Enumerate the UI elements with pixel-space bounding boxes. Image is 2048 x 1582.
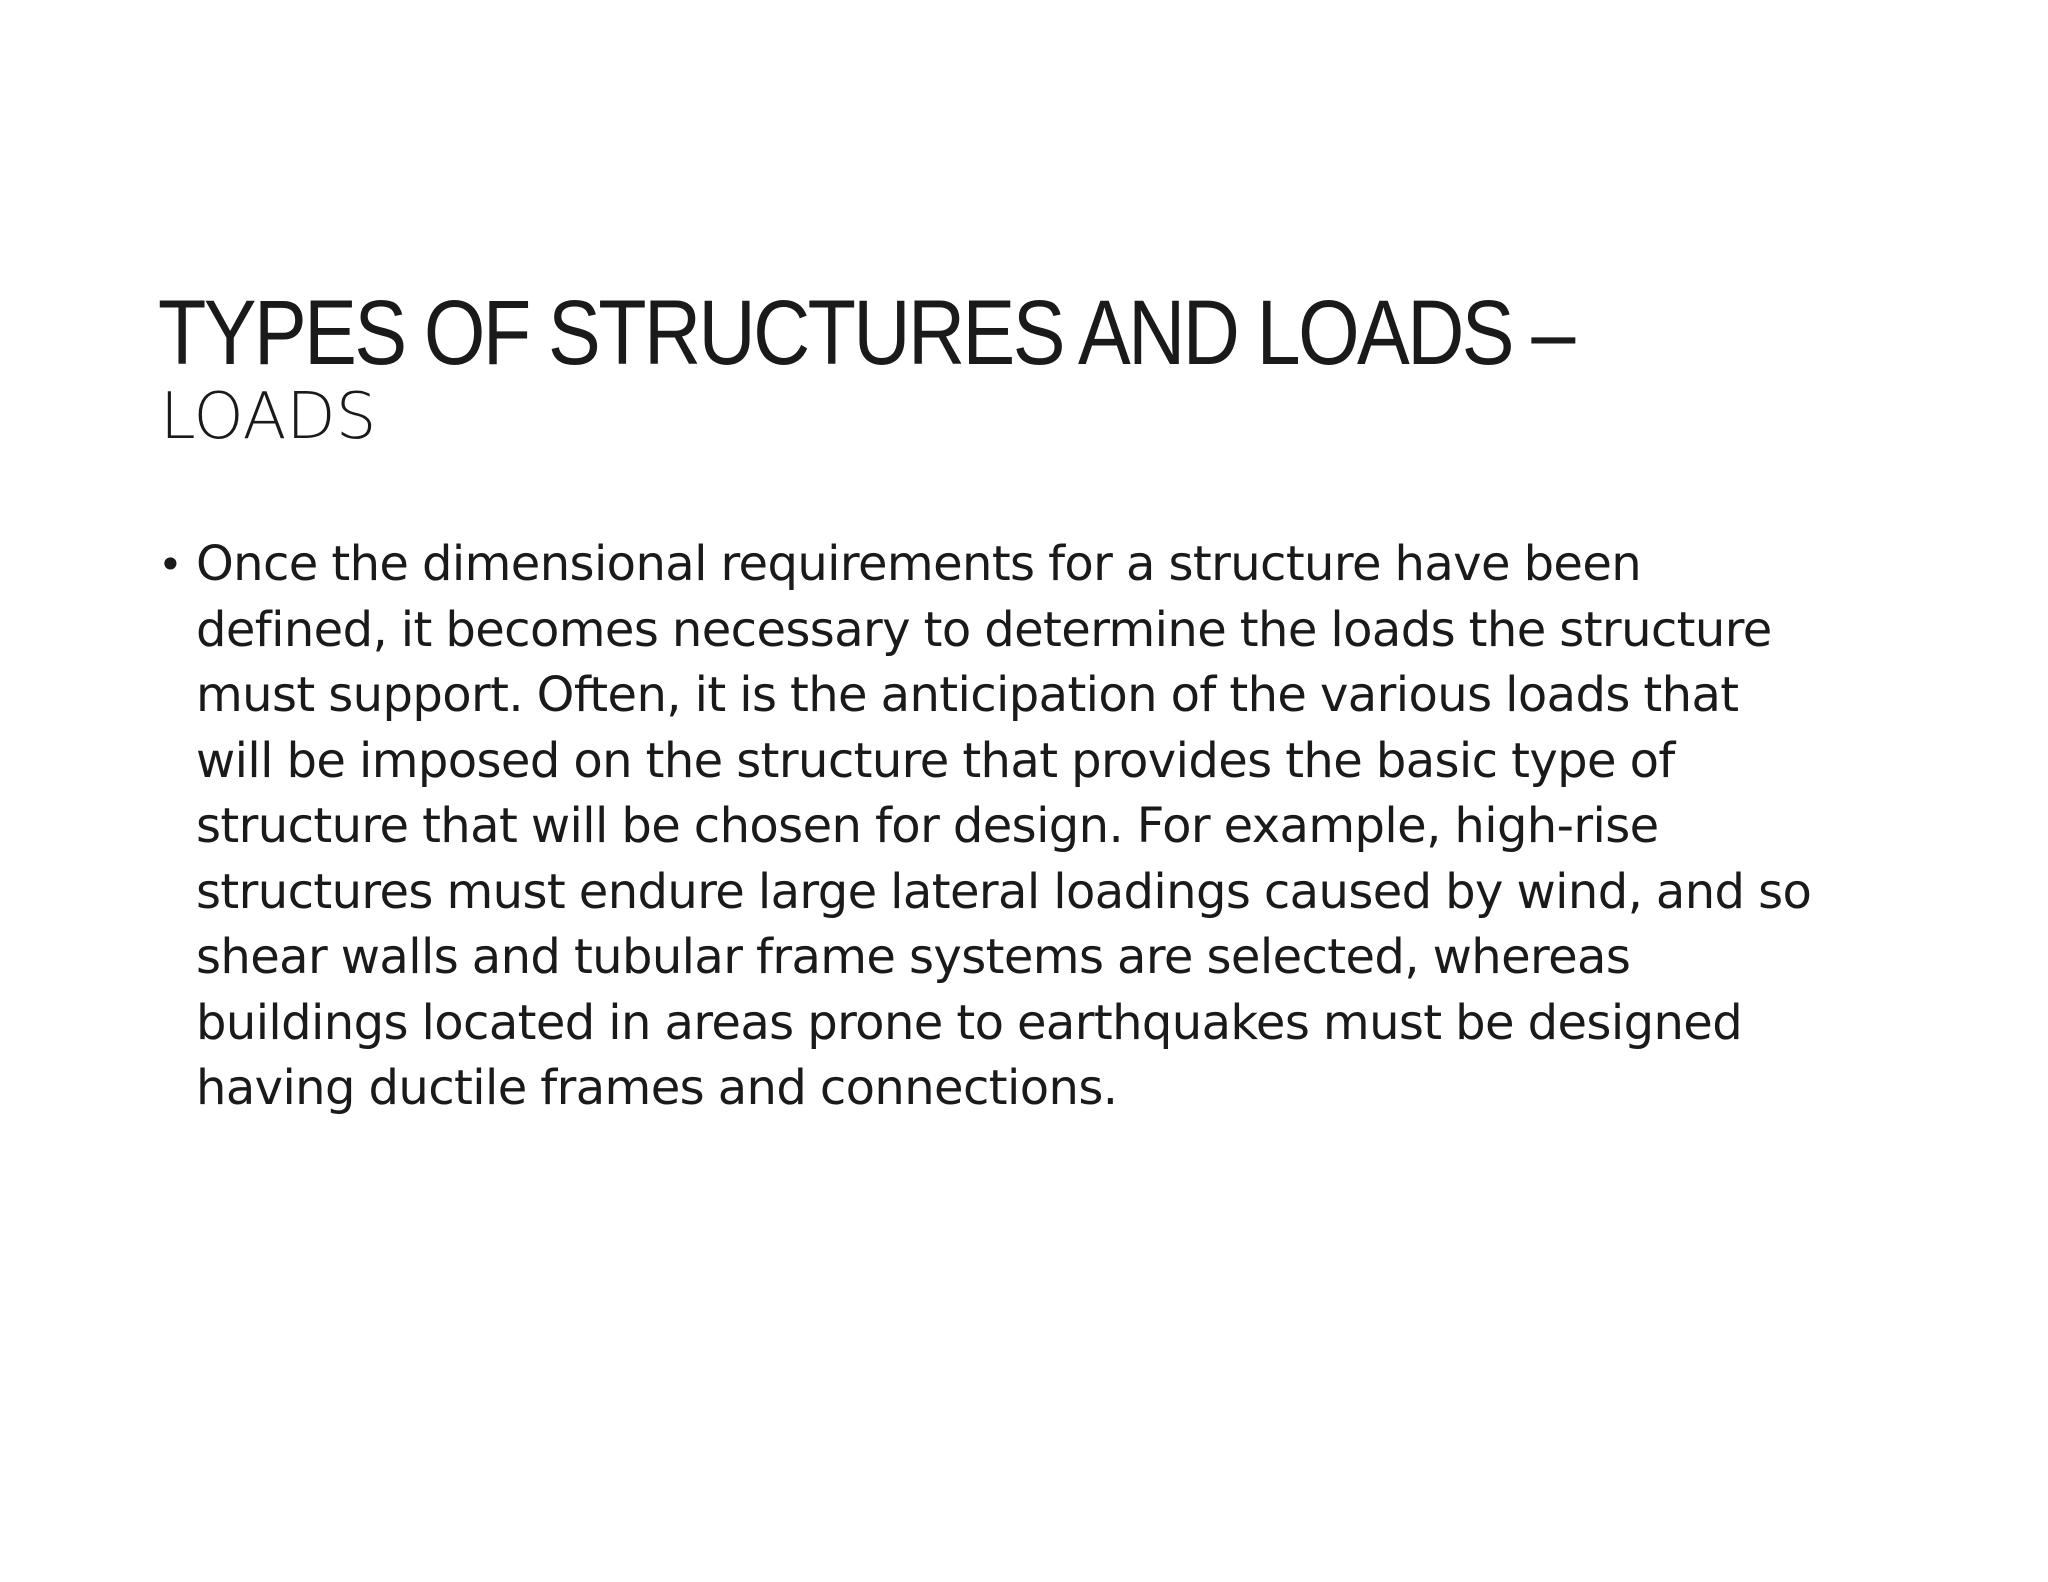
slide-title <box>158 283 1858 457</box>
bullet-item <box>158 532 1878 1122</box>
bullet-line: defined, it becomes necessary to determine the loads the structure <box>196 601 1772 658</box>
bullet-line: structure that will be chosen for design. For example, high-rise <box>196 798 1659 854</box>
bullet-line: buildings located in areas prone to earthquakes must be designed <box>196 994 1743 1051</box>
bullet-line: structures must endure large lateral loadings caused by wind, and so <box>196 863 1812 920</box>
bullet-dot-icon: • <box>158 540 183 589</box>
title-subtitle: LOADS <box>160 380 377 454</box>
bullet-line: Once the dimensional requirements for a structure have been <box>196 536 1642 592</box>
bullet-line: shear walls and tubular frame systems are selected, whereas <box>196 929 1631 985</box>
title-main: TYPES OF STRUCTURES AND LOADS – <box>158 282 1573 384</box>
bullet-text <box>196 532 1811 1122</box>
bullet-line: must support. Often, it is the anticipation of the various loads that <box>196 667 1739 723</box>
bullet-line: having ductile frames and connections. <box>196 1060 1118 1116</box>
bullet-line: will be imposed on the structure that provides the basic type of <box>196 732 1675 789</box>
bullet-list <box>158 532 1878 1122</box>
